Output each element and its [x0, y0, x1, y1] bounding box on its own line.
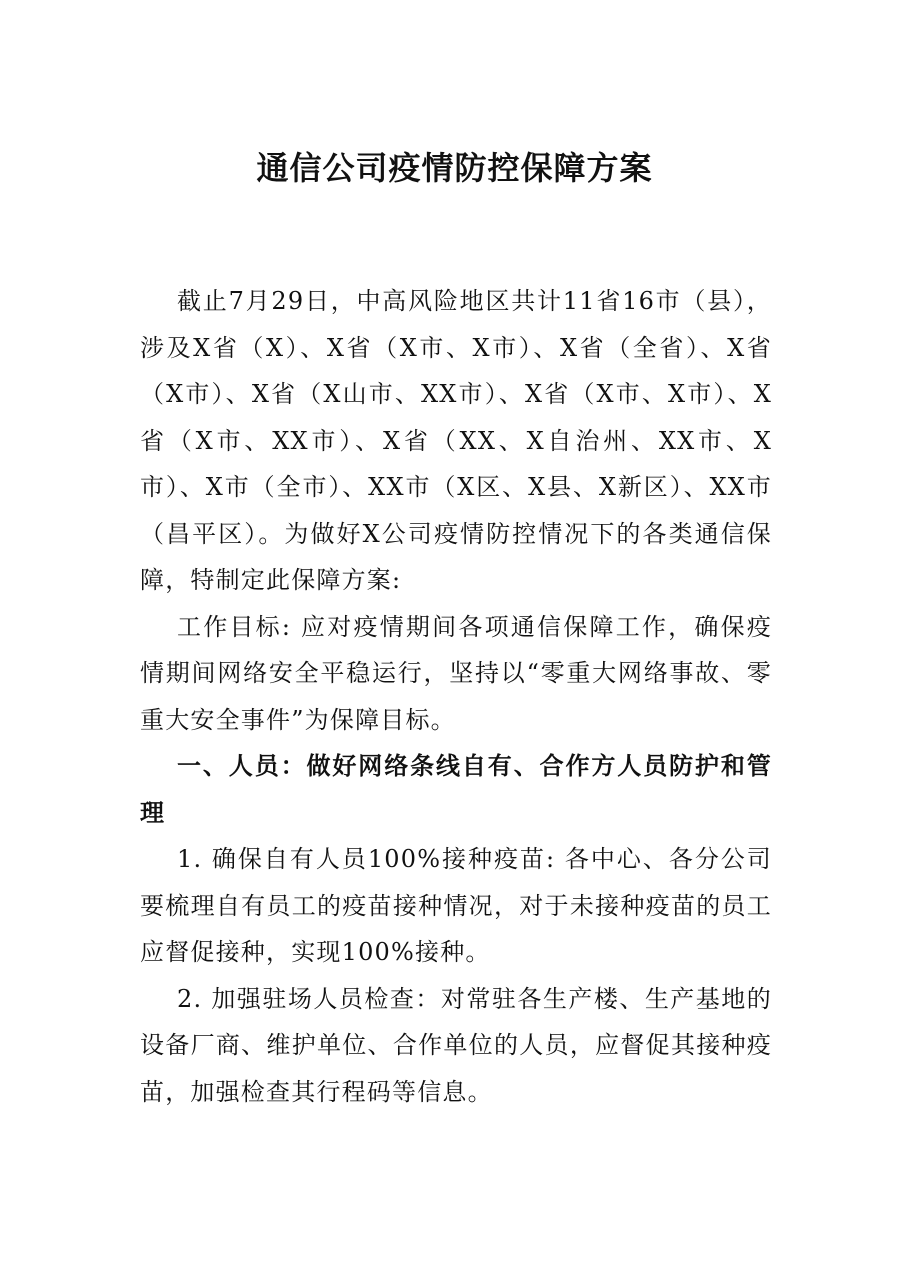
intro-paragraph: 截止7月29日，中高风险地区共计11省16市（县），涉及X省（X）、X省（X市、X市）、X省（全省）、X省（X市）、X省（X山市、XX市）、X省（X市、X市）、X省（X市、XX市）、X省（XX、X自治州、XX市、X市）、X市（全市）、XX市（X区、X县、X新区）、XX市（昌平区）。为做好X公司疫情防控情况下的各类通信保障，特制定此保障方案:: [140, 287, 772, 594]
work-goal-paragraph: 工作目标: 应对疫情期间各项通信保障工作，确保疫情期间网络安全平稳运行，坚持以“零重大网络事故、零重大安全事件”为保障目标。: [140, 612, 772, 734]
item-onsite-check-paragraph: 2. 加强驻场人员检查：对常驻各生产楼、生产基地的设备厂商、维护单位、合作单位的人员，应督促其接种疫苗，加强检查其行程码等信息。: [140, 984, 772, 1106]
document-title: 通信公司疫情防控保障方案: [256, 149, 653, 187]
section-heading-personnel: 一、人员：做好网络条线自有、合作方人员防护和管理: [140, 751, 772, 827]
item-vaccination-paragraph: 1. 确保自有人员100%接种疫苗: 各中心、各分公司要梳理自有员工的疫苗接种情况，对于未接种疫苗的员工应督促接种，实现100%接种。: [140, 845, 772, 966]
document-body: [140, 278, 772, 1115]
